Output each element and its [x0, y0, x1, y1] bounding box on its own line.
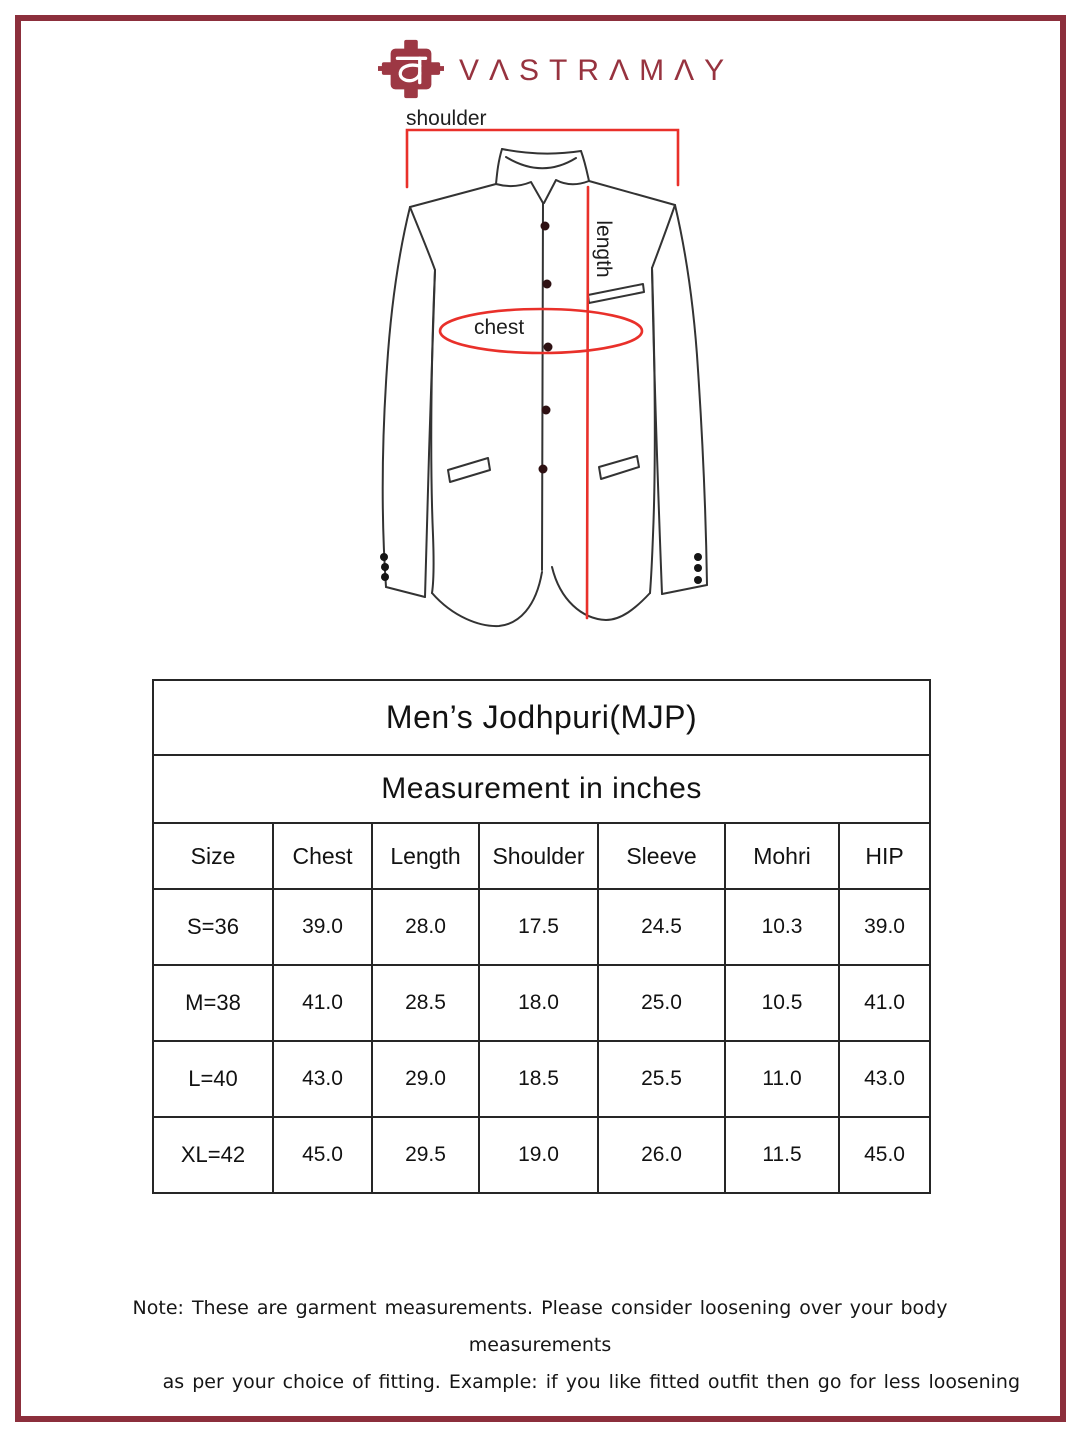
size-cell: L=40: [153, 1041, 273, 1117]
jacket-outline: [383, 149, 707, 626]
measurement-cell: 25.0: [598, 965, 725, 1041]
measurement-cell: 39.0: [273, 889, 372, 965]
size-cell: M=38: [153, 965, 273, 1041]
brand-logo: [378, 38, 734, 104]
column-header-mohri: Mohri: [725, 823, 839, 889]
breast-pocket: [588, 284, 644, 303]
garment-diagram: [340, 100, 770, 670]
measurement-cell: 17.5: [479, 889, 598, 965]
table-title: Men’s Jodhpuri(MJP): [153, 680, 930, 755]
table-row-m: [153, 965, 930, 1041]
measurement-cell: 43.0: [839, 1041, 930, 1117]
table-header-row: [153, 823, 930, 889]
size-cell: XL=42: [153, 1117, 273, 1193]
measurement-cell: 25.5: [598, 1041, 725, 1117]
measurement-cell: 19.0: [479, 1117, 598, 1193]
column-header-hip: HIP: [839, 823, 930, 889]
table-row-s: [153, 889, 930, 965]
chest-label: chest: [474, 316, 525, 339]
brand-name: VΛSTRΛMΛY: [459, 54, 735, 87]
measurement-cell: 41.0: [839, 965, 930, 1041]
shoulder-label: shoulder: [406, 107, 487, 130]
front-buttons: [539, 222, 553, 474]
right-hip-pocket: [599, 456, 639, 479]
note-text: [60, 1290, 1020, 1401]
table-row-xl: [153, 1117, 930, 1193]
table-row-l: [153, 1041, 930, 1117]
measurement-cell: 26.0: [598, 1117, 725, 1193]
shoulder-bracket: [407, 130, 678, 187]
measurement-cell: 28.0: [372, 889, 479, 965]
measurement-cell: 43.0: [273, 1041, 372, 1117]
measurement-cell: 18.0: [479, 965, 598, 1041]
size-cell: S=36: [153, 889, 273, 965]
length-line: [587, 187, 588, 618]
chest-ellipse: [440, 309, 642, 353]
column-header-sleeve: Sleeve: [598, 823, 725, 889]
measurement-cell: 41.0: [273, 965, 372, 1041]
measurement-cell: 45.0: [839, 1117, 930, 1193]
column-header-shoulder: Shoulder: [479, 823, 598, 889]
measurement-cell: 29.5: [372, 1117, 479, 1193]
measurement-cell: 11.0: [725, 1041, 839, 1117]
note-line-2: as per your choice of fitting. Example: if you like fitted outfit then go for less loosening: [162, 1371, 1020, 1393]
measurement-cell: 45.0: [273, 1117, 372, 1193]
measurement-cell: 10.3: [725, 889, 839, 965]
column-header-length: Length: [372, 823, 479, 889]
column-header-size: Size: [153, 823, 273, 889]
measurement-cell: 24.5: [598, 889, 725, 965]
note-line-1: Note: These are garment measurements. Please consider loosening over your body measurements: [132, 1297, 948, 1356]
measurement-cell: 18.5: [479, 1041, 598, 1117]
brand-icon: [378, 37, 444, 106]
table-subtitle: Measurement in inches: [153, 755, 930, 823]
measurement-cell: 11.5: [725, 1117, 839, 1193]
length-label: length: [592, 220, 615, 278]
measurement-cell: 39.0: [839, 889, 930, 965]
column-header-chest: Chest: [273, 823, 372, 889]
measurement-cell: 10.5: [725, 965, 839, 1041]
measurement-cell: 29.0: [372, 1041, 479, 1117]
left-hip-pocket: [448, 458, 490, 482]
measurement-cell: 28.5: [372, 965, 479, 1041]
size-chart-table: [152, 679, 931, 1194]
